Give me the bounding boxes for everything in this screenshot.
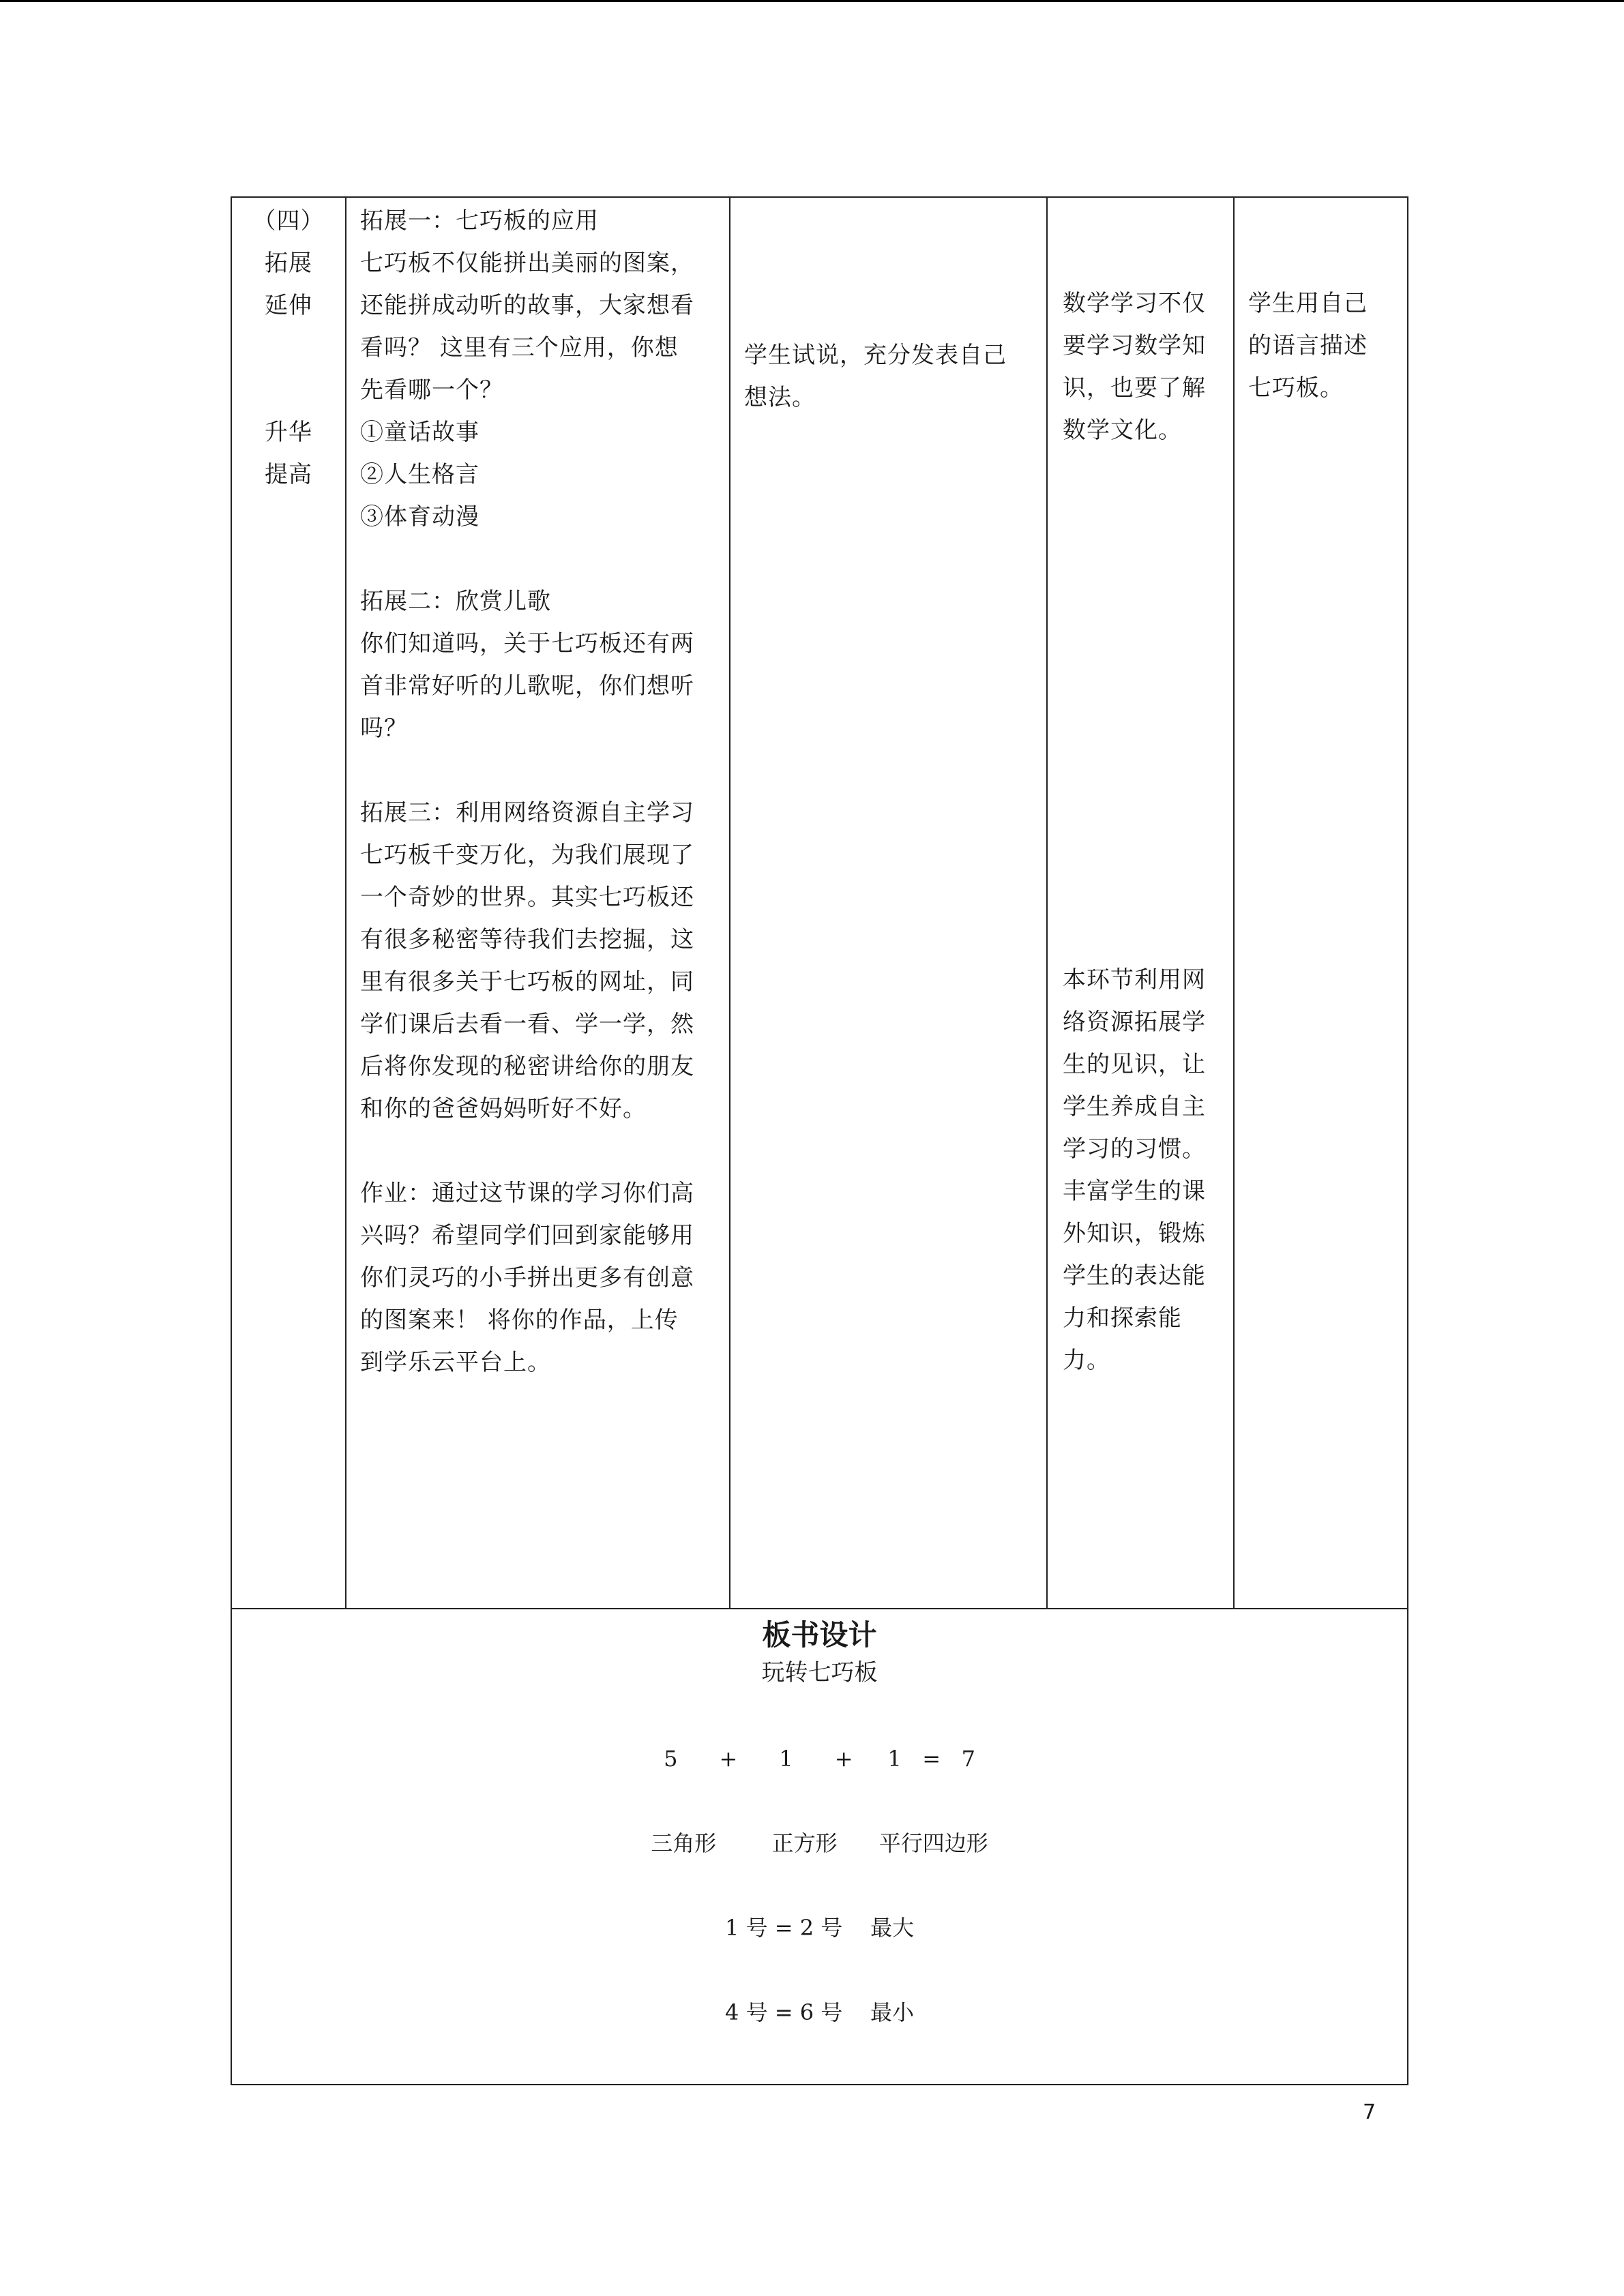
intent-line: 力。: [1063, 1347, 1110, 1374]
extension-one-title: 拓展一：七巧板的应用: [360, 207, 599, 235]
stage-line: 升华: [265, 419, 312, 446]
design-intent-cell: [1047, 197, 1234, 1609]
paragraph-line: 你们知道吗，关于七巧板还有两: [360, 630, 694, 657]
paragraph-line: 里有很多关于七巧板的网址，同: [360, 968, 694, 996]
paragraph-line: 首非常好听的儿歌呢，你们想听: [360, 672, 694, 700]
student-activity-cell: [730, 197, 1047, 1609]
student-line: 学生试说，充分发表自己: [744, 342, 1007, 369]
stage-line: 提高: [265, 461, 312, 488]
extension-two-title: 拓展二：欣赏儿歌: [360, 588, 551, 615]
intent-line: 要学习数学知: [1063, 332, 1206, 359]
paragraph-line: 七巧板千变万化，为我们展现了: [360, 841, 694, 869]
paragraph-line: 一个奇妙的世界。其实七巧板还: [360, 884, 694, 911]
intent-line: 力和探索能: [1063, 1304, 1182, 1332]
intent-line: 数学文化。: [1063, 417, 1182, 444]
paragraph-line: 七巧板不仅能拼出美丽的图案，: [360, 250, 694, 277]
list-item: ③体育动漫: [360, 503, 479, 531]
paragraph-line: 先看哪一个？: [360, 376, 503, 404]
paragraph-line: 和你的爸爸妈妈听好不好。: [360, 1095, 647, 1122]
evaluation-cell: [1234, 197, 1408, 1609]
evaluation-line: 学生用自己: [1248, 290, 1368, 317]
board-largest-line: 1 号 = 2 号 最大: [725, 1915, 914, 1941]
intent-line: 生的见识，让: [1063, 1051, 1206, 1078]
board-design-heading: 板书设计: [762, 1618, 877, 1652]
lesson-row: [231, 197, 1408, 1609]
paragraph-line: 有很多秘密等待我们去挖掘，这: [360, 926, 694, 953]
intent-line: 外知识，锻炼: [1063, 1220, 1206, 1247]
intent-line: 数学学习不仅: [1063, 290, 1206, 317]
intent-line: 络资源拓展学: [1063, 1009, 1206, 1036]
homework-line: 兴吗？希望同学们回到家能够用: [360, 1222, 694, 1249]
stage-cell: [231, 197, 346, 1609]
stage-number: （四）: [252, 207, 325, 235]
stage-line: 延伸: [265, 292, 312, 319]
intent-line: 学习的习惯。: [1063, 1135, 1206, 1163]
paragraph-line: 吗？: [360, 715, 408, 742]
page-number: 7: [1363, 2100, 1376, 2124]
extension-three-title: 拓展三：利用网络资源自主学习: [360, 799, 694, 826]
homework-line: 的图案来！ 将你的作品，上传: [360, 1307, 679, 1334]
paragraph-line: 还能拼成动听的故事，大家想看: [360, 292, 694, 319]
board-design-cell: [231, 1609, 1408, 2085]
board-design-subtitle: 玩转七巧板: [761, 1659, 878, 1686]
student-line: 想法。: [744, 384, 816, 411]
intent-line: 学生的表达能: [1063, 1262, 1206, 1289]
intent-paragraph-one: [1063, 198, 1224, 451]
intent-line: 识，也要了解: [1063, 374, 1206, 402]
intent-line: 学生养成自主: [1063, 1093, 1206, 1120]
stage-line: 拓展: [265, 250, 312, 277]
evaluation-line: 七巧板。: [1248, 374, 1344, 402]
board-equation: 5 + 1 + 1 = 7: [664, 1746, 975, 1772]
paragraph-line: 学们课后去看一看、学一学，然: [360, 1011, 694, 1038]
list-item: ①童话故事: [360, 419, 479, 446]
homework-line: 你们灵巧的小手拼出更多有创意: [360, 1264, 694, 1292]
intent-line: 丰富学生的课: [1063, 1178, 1206, 1205]
homework-line: 作业：通过这节课的学习你们高: [360, 1180, 694, 1207]
homework-line: 到学乐云平台上。: [360, 1349, 551, 1376]
top-rule: [0, 0, 1624, 2]
lesson-table: [231, 196, 1408, 2085]
board-smallest-line: 4 号 = 6 号 最小: [725, 1999, 914, 2025]
paragraph-line: 看吗？ 这里有三个应用，你想: [360, 334, 679, 361]
evaluation-line: 的语言描述: [1248, 332, 1368, 359]
list-item: ②人生格言: [360, 461, 479, 488]
paragraph-line: 后将你发现的秘密讲给你的朋友: [360, 1053, 694, 1080]
teacher-activity-cell: [346, 197, 730, 1609]
intent-line: 本环节利用网: [1063, 966, 1206, 994]
board-design-row: [231, 1609, 1408, 2085]
intent-paragraph-two: [1063, 451, 1224, 1382]
board-shapes-line: 三角形 正方形 平行四边形: [651, 1830, 988, 1856]
